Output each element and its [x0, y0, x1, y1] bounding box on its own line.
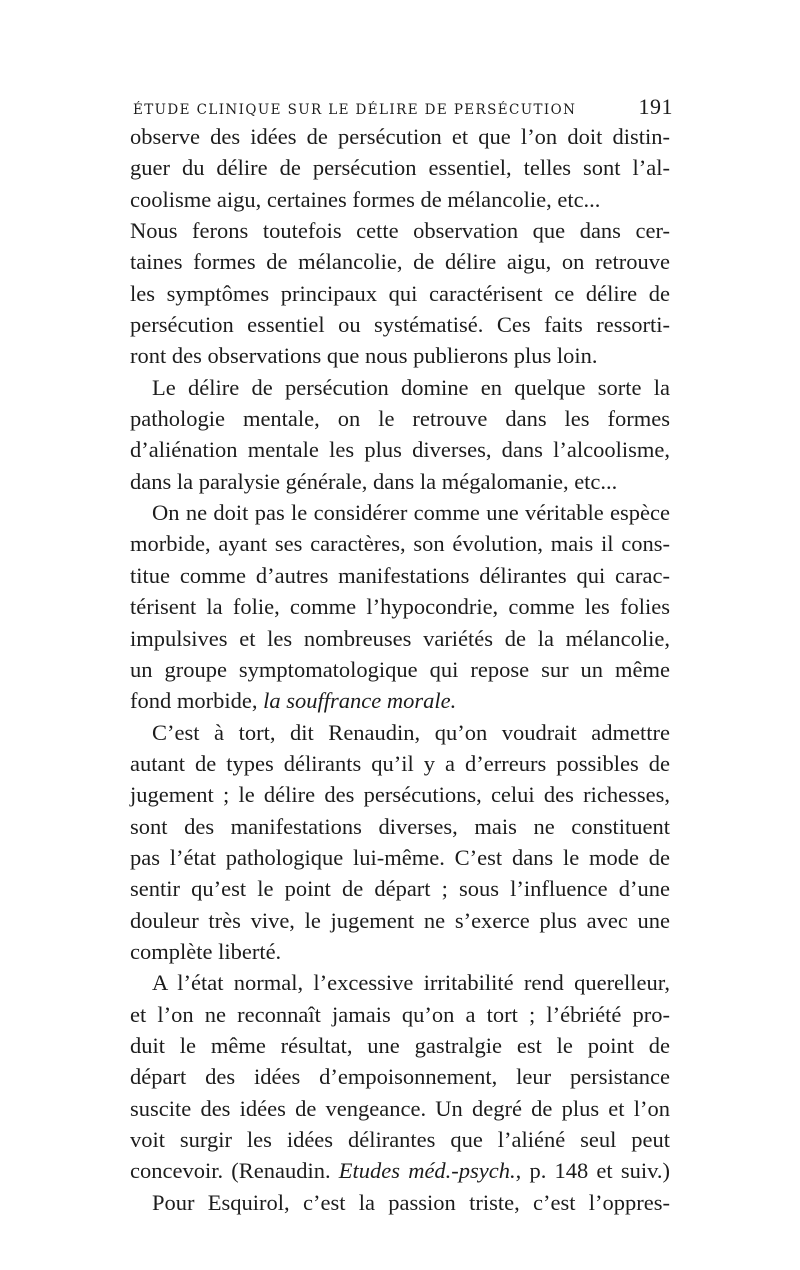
- running-title: ÉTUDE CLINIQUE SUR LE DÉLIRE DE PERSÉCUTION: [133, 102, 577, 118]
- text-run: concevoir. (Renaudin.: [130, 1158, 339, 1184]
- text-line: douleur très vive, le jugement ne s’exerce plus avec une: [130, 907, 670, 933]
- text-line: un groupe symptomatologique qui repose sur un même: [130, 656, 670, 682]
- text-line: suscite des idées de vengeance. Un degré de plus et l’on: [130, 1095, 670, 1121]
- text-line: C’est à tort, dit Renaudin, qu’on voudrait admettre: [152, 719, 670, 745]
- text-line: et l’on ne reconnaît jamais qu’on a tort ; l’ébriété pro-: [130, 1001, 670, 1027]
- text-line-with-italic: [130, 685, 670, 716]
- running-head: [133, 94, 673, 120]
- italic-phrase: Etudes méd.-psych.: [338, 1158, 516, 1184]
- text-line: morbide, ayant ses caractères, son évolution, mais il cons-: [130, 531, 670, 557]
- page-number: 191: [638, 94, 673, 119]
- text-line: pathologie mentale, on le retrouve dans les formes: [130, 406, 670, 432]
- text-run: , p. 148 et suiv.): [515, 1158, 670, 1184]
- text-line: observe des idées de persécution et que l’on doit distin-: [130, 124, 670, 149]
- text-line: titue comme d’autres manifestations délirantes qui carac-: [130, 562, 670, 588]
- text-line: Pour Esquirol, c’est la passion triste, c’est l’oppres-: [152, 1189, 670, 1215]
- text-line: les symptômes principaux qui caractérisent ce délire de: [130, 280, 670, 306]
- text-line: On ne doit pas le considérer comme une véritable espèce: [152, 500, 670, 526]
- text-line: pas l’état pathologique lui-même. C’est dans le mode de: [130, 844, 670, 870]
- text-run: fond morbide,: [130, 688, 264, 714]
- text-line: coolisme aigu, certaines formes de mélancolie, etc...: [130, 186, 601, 212]
- text-line: sont des manifestations diverses, mais ne constituent: [130, 813, 670, 839]
- italic-phrase: la souffrance morale.: [263, 688, 457, 714]
- text-line: guer du délire de persécution essentiel, telles sont l’al-: [130, 155, 670, 181]
- text-line: A l’état normal, l’excessive irritabilité rend querelleur,: [152, 970, 670, 996]
- body-text: [130, 121, 670, 1218]
- text-line: duit le même résultat, une gastralgie est le point de: [130, 1032, 670, 1058]
- text-line: térisent la folie, comme l’hypocondrie, comme les folies: [130, 594, 670, 620]
- text-line: autant de types délirants qu’il y a d’erreurs possibles de: [130, 750, 670, 776]
- text-line: voit surgir les idées délirantes que l’aliéné seul peut: [130, 1127, 670, 1152]
- text-line: complète liberté.: [130, 938, 282, 964]
- text-line-with-italic: [130, 1155, 670, 1186]
- text-line: Nous ferons toutefois cette observation que dans cer-: [130, 218, 670, 244]
- text-line: taines formes de mélancolie, de délire aigu, on retrouve: [130, 249, 670, 275]
- text-line: sentir qu’est le point de départ ; sous l’influence d’une: [130, 876, 670, 902]
- text-line: jugement ; le délire des persécutions, celui des richesses,: [130, 782, 670, 808]
- text-line: dans la paralysie générale, dans la mégalomanie, etc...: [130, 468, 618, 494]
- text-line: persécution essentiel ou systématisé. Ces faits ressorti-: [130, 312, 670, 338]
- text-line: ront des observations que nous publierons plus loin.: [130, 343, 598, 369]
- text-line: d’aliénation mentale les plus diverses, dans l’alcoolisme,: [130, 437, 670, 463]
- text-line: Le délire de persécution domine en quelque sorte la: [152, 374, 670, 400]
- text-line: départ des idées d’empoisonnement, leur persistance: [130, 1064, 670, 1090]
- text-line: impulsives et les nombreuses variétés de la mélancolie,: [130, 625, 670, 651]
